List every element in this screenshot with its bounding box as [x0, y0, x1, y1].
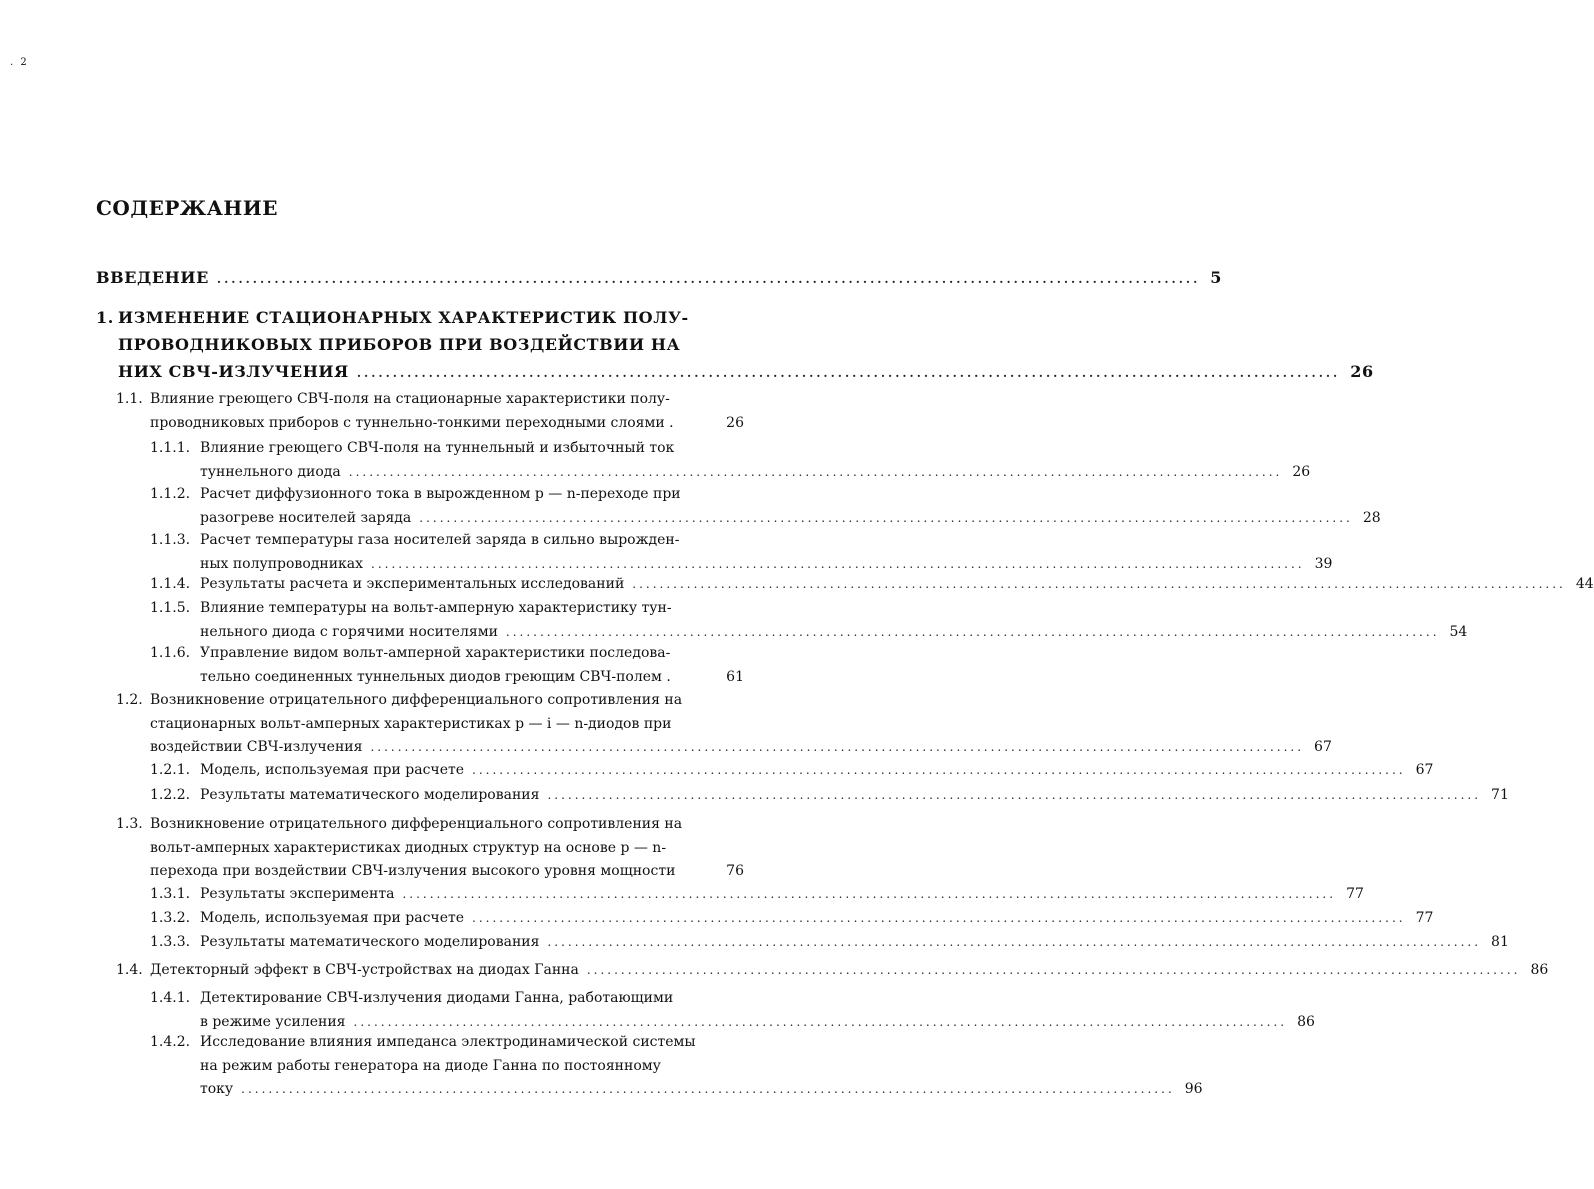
toc-entry-number: 1.4.1. [150, 990, 191, 1006]
toc-entry-line: воздействии СВЧ-излучения [150, 739, 363, 755]
toc-entry-1-1-1[interactable] [150, 437, 1311, 484]
toc-entry-line: Результаты математического моделирования [200, 934, 540, 950]
leader-dots: ......................................................................................................................................... [472, 911, 1406, 925]
toc-entry-number: 1.1. [116, 391, 143, 407]
leader-dots: ......................................................................................................................................... [632, 577, 1566, 591]
toc-entry-line: перехода при воздействии СВЧ-излучения высокого уровня мощности [150, 863, 676, 879]
toc-entry-chapter-1[interactable] [96, 304, 1374, 387]
toc-page-number: 26 [1292, 463, 1311, 480]
toc-entry-line: стационарных вольт-амперных характеристиках p — i — n-диодов при [150, 715, 672, 732]
toc-entry-line: Детекторный эффект в СВЧ-устройствах на диодах Ганна [150, 962, 579, 978]
toc-page-number: 61 [726, 668, 744, 685]
toc-entry-line: Возникновение отрицательного дифференциального сопротивления на [150, 692, 683, 708]
leader-dots: ......................................................................................................................................... [419, 510, 1353, 525]
toc-entry-number: 1.3.2. [150, 910, 191, 926]
toc-entry-number: 1.1.3. [150, 532, 191, 548]
toc-entry-1-2-1[interactable] [150, 759, 1434, 783]
toc-entry-1-3-1[interactable] [150, 883, 1364, 907]
toc-entry-1-1-2[interactable] [150, 483, 1381, 530]
toc-entry-line: Модель, используемая при расчете [200, 910, 465, 926]
toc-entry-title: ВВЕДЕНИЕ [96, 268, 209, 287]
toc-entry-line: Детектирование СВЧ-излучения диодами Ганна, работающими [200, 990, 674, 1006]
toc-entry-line: проводниковых приборов с туннельно-тонкими переходными слоями . [150, 414, 674, 431]
toc-entry-line: Возникновение отрицательного дифференциального сопротивления на [150, 816, 683, 832]
toc-entry-line: ных полупроводниках [200, 555, 364, 572]
toc-entry-number: 1.1.2. [150, 486, 191, 502]
toc-page-number: 81 [1491, 934, 1509, 950]
toc-page-number: 67 [1415, 762, 1434, 778]
toc-entry-number: 1.1.5. [150, 600, 191, 616]
toc-entry-1-1-6[interactable] [150, 642, 744, 689]
toc-entry-line: тельно соединенных туннельных диодов греющим СВЧ-полем . [200, 668, 671, 685]
toc-entry-line: Влияние греющего СВЧ-поля на туннельный и избыточный ток [200, 440, 675, 456]
toc-entry-line: току [200, 1081, 234, 1097]
toc-page-number: 39 [1314, 555, 1333, 572]
page-title: СОДЕРЖАНИЕ [96, 196, 278, 220]
toc-entry-number: 1.1.6. [150, 645, 191, 661]
toc-page-number: 54 [1449, 623, 1468, 640]
toc-page-number: 77 [1415, 910, 1434, 926]
toc-entry-line: на режим работы генератора на диоде Ганна по постоянному [200, 1057, 661, 1074]
toc-entry-line: ПРОВОДНИКОВЫХ ПРИБОРОВ ПРИ ВОЗДЕЙСТВИИ НА [118, 335, 681, 354]
toc-entry-1-3-2[interactable] [150, 907, 1434, 931]
toc-entry-line: туннельного диода [200, 463, 341, 480]
leader-dots: ......................................................................................................................................... [547, 788, 1482, 802]
toc-entry-line: НИХ СВЧ-ИЗЛУЧЕНИЯ [118, 362, 349, 381]
toc-entry-1-3-3[interactable] [150, 931, 1509, 955]
toc-page-number: 5 [1210, 268, 1222, 287]
toc-entry-number: 1.2.2. [150, 787, 191, 803]
leader-dots: ......................................................................................................................................... [547, 935, 1482, 949]
leader-dots: ......................................................................................................................................... [241, 1082, 1175, 1096]
toc-entry-line: Модель, используемая при расчете [200, 762, 465, 778]
toc-page-number: 77 [1346, 886, 1364, 902]
toc-entry-number: 1.3. [116, 816, 143, 832]
toc-entry-line: Влияние греющего СВЧ-поля на стационарные характеристики полу- [150, 391, 670, 407]
toc-entry-line: ИЗМЕНЕНИЕ СТАЦИОНАРНЫХ ХАРАКТЕРИСТИК ПОЛУ- [118, 308, 689, 327]
toc-entry-1-4-1[interactable] [150, 987, 1315, 1034]
toc-page-number: 26 [1350, 362, 1374, 381]
toc-page-number: 67 [1314, 739, 1332, 755]
toc-entry-line: Расчет температуры газа носителей заряда в сильно вырожден- [200, 532, 680, 548]
toc-entry-number: 1.1.1. [150, 440, 191, 456]
toc-entry-1-1[interactable] [116, 388, 744, 435]
toc-page-number: 86 [1297, 1013, 1315, 1030]
toc-entry-line: Влияние температуры на вольт-амперную характеристику тун- [200, 600, 672, 616]
toc-page-number: 26 [726, 414, 744, 431]
toc-entry-1-3[interactable] [116, 813, 744, 884]
page-corner-mark: . 2 [10, 57, 29, 68]
leader-dots: ......................................................................................................................................... [586, 963, 1521, 977]
toc-entry-number: 1.2.1. [150, 762, 191, 778]
toc-entry-1-2[interactable] [116, 689, 1332, 760]
toc-entry-1-1-5[interactable] [150, 597, 1468, 644]
toc-entry-line: Исследование влияния импеданса электродинамической системы [200, 1034, 696, 1050]
toc-entry-line: Результаты математического моделирования [200, 787, 540, 803]
toc-entry-line: вольт-амперных характеристиках диодных структур на основе p — n- [150, 839, 667, 856]
leader-dots: ......................................................................................................................................... [356, 366, 1341, 380]
toc-entry-line: Расчет диффузионного тока в вырожденном p — n-переходе при [200, 486, 681, 502]
toc-page-number: 76 [726, 863, 744, 879]
toc-entry-line: Результаты расчета и экспериментальных исследований [200, 576, 625, 592]
toc-page-number: 71 [1491, 787, 1509, 803]
leader-dots: ......................................................................................................................................... [370, 740, 1305, 754]
leader-dots: ......................................................................................................................................... [472, 763, 1406, 777]
toc-entry-number: 1.3.1. [150, 886, 191, 902]
leader-dots: ......................................................................................................................................... [216, 272, 1201, 286]
toc-entry-intro[interactable] [96, 264, 1222, 293]
toc-entry-1-4[interactable] [116, 959, 1549, 983]
toc-entry-1-1-3[interactable] [150, 529, 1333, 576]
toc-entry-line: Управление видом вольт-амперной характеристики последова- [200, 645, 671, 661]
toc-entry-number: 1.2. [116, 692, 143, 708]
leader-dots: ......................................................................................................................................... [371, 556, 1305, 571]
toc-entry-1-2-2[interactable] [150, 784, 1509, 808]
leader-dots: ......................................................................................................................................... [505, 624, 1440, 639]
toc-entry-1-4-2[interactable] [150, 1031, 1203, 1102]
toc-entry-number: 1. [96, 308, 114, 327]
toc-entry-1-1-4[interactable] [150, 573, 1594, 597]
leader-dots: ......................................................................................................................................... [348, 464, 1283, 479]
toc-entry-line: разогреве носителей заряда [200, 509, 412, 526]
toc-entry-number: 1.4.2. [150, 1034, 191, 1050]
toc-page-number: 86 [1530, 962, 1549, 978]
toc-entry-line: нельного диода с горячими носителями [200, 623, 498, 640]
toc-entry-line: в режиме усиления [200, 1013, 346, 1030]
toc-entry-line: Результаты эксперимента [200, 886, 395, 902]
toc-page-number: 44 [1575, 576, 1594, 592]
toc-entry-number: 1.3.3. [150, 934, 191, 950]
toc-entry-number: 1.4. [116, 962, 143, 978]
toc-page-number: 96 [1184, 1081, 1203, 1097]
toc-entry-number: 1.1.4. [150, 576, 191, 592]
leader-dots: ......................................................................................................................................... [402, 887, 1337, 901]
toc-page-number: 28 [1362, 509, 1381, 526]
leader-dots: ......................................................................................................................................... [353, 1014, 1288, 1029]
